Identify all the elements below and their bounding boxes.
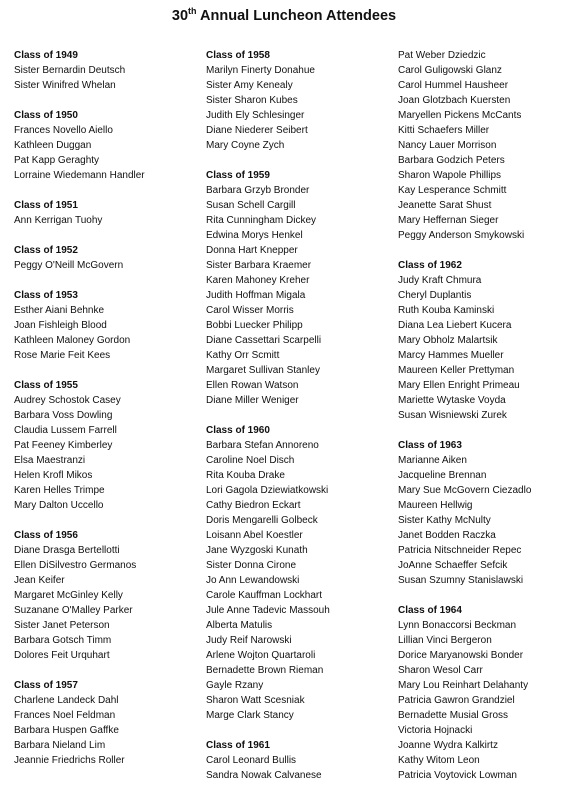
attendee-name: Rita Cunningham Dickey xyxy=(206,215,317,226)
attendee-name: Marilyn Finerty Donahue xyxy=(206,65,315,76)
attendee-name: Jule Anne Tadevic Massouh xyxy=(206,605,330,616)
attendee-name: Kitti Schaefers Miller xyxy=(398,125,490,136)
attendee-name: Mary Coyne Zych xyxy=(206,140,285,151)
attendee-name: Barbara Huspen Gaffke xyxy=(14,725,119,736)
class-section xyxy=(14,108,198,183)
title-text: Annual Luncheon Attendees xyxy=(200,8,397,24)
attendee-name: Nancy Lauer Morrison xyxy=(398,140,497,151)
attendee-name: Lillian Vinci Bergeron xyxy=(398,635,492,646)
class-year-heading: Class of 1949 xyxy=(14,50,78,61)
class-section xyxy=(398,438,564,588)
attendee-columns xyxy=(0,48,568,794)
class-section xyxy=(14,198,198,228)
class-year-heading: Class of 1951 xyxy=(14,200,78,211)
attendee-name: Barbara Godzich Peters xyxy=(398,155,505,166)
attendee-name: Frances Noel Feldman xyxy=(14,710,116,721)
attendee-name: Mary Obholz Malartsik xyxy=(398,335,498,346)
class-section xyxy=(14,48,198,93)
class-year-heading: Class of 1950 xyxy=(14,110,78,121)
attendee-name: Marianne Aiken xyxy=(398,455,467,466)
attendee-name: Kathy Witom Leon xyxy=(398,755,480,766)
attendee-name: Gayle Rzany xyxy=(206,680,264,691)
class-year-heading: Class of 1953 xyxy=(14,290,78,301)
attendee-name: Sister Bernardin Deutsch xyxy=(14,65,126,76)
attendee-name: Mary Heffernan Sieger xyxy=(398,215,499,226)
attendee-name: Sister Sharon Kubes xyxy=(206,95,298,106)
attendee-name: Carol Leonard Bullis xyxy=(206,755,297,766)
attendee-name: Susan Szumny Stanislawski xyxy=(398,575,524,586)
attendee-name: Mary Lou Reinhart Delahanty xyxy=(398,680,529,691)
attendee-name: Margaret McGinley Kelly xyxy=(14,590,123,601)
title-ordinal-suffix: th xyxy=(188,6,197,17)
attendee-name: Jo Ann Lewandowski xyxy=(206,575,300,586)
class-section xyxy=(206,48,390,153)
column-3 xyxy=(398,48,564,798)
attendee-name: Barbara Nieland Lim xyxy=(14,740,106,751)
attendee-name: Esther Aiani Behnke xyxy=(14,305,105,316)
class-section xyxy=(398,48,564,243)
attendee-name: Rose Marie Feit Kees xyxy=(14,350,111,361)
class-section xyxy=(14,288,198,363)
attendee-name: Peggy Anderson Smykowski xyxy=(398,230,525,241)
attendee-name: Sharon Wesol Carr xyxy=(398,665,483,676)
class-section xyxy=(14,528,198,663)
class-section xyxy=(206,423,390,723)
attendee-name: Arlene Wojton Quartaroli xyxy=(206,650,316,661)
attendee-name: Cathy Biedron Eckart xyxy=(206,500,301,511)
attendee-name: Sister Barbara Kraemer xyxy=(206,260,312,271)
attendee-name: Edwina Morys Henkel xyxy=(206,230,303,241)
attendee-name: Sharon Watt Scesniak xyxy=(206,695,305,706)
attendee-name: Susan Wisniewski Zurek xyxy=(398,410,507,421)
column-1 xyxy=(14,48,198,783)
attendee-name: Doris Mengarelli Golbeck xyxy=(206,515,318,526)
attendee-name: Carol Guligowski Glanz xyxy=(398,65,502,76)
attendee-name: Marge Clark Stancy xyxy=(206,710,294,721)
attendee-name: Bobbi Luecker Philipp xyxy=(206,320,303,331)
attendee-name: Audrey Schostok Casey xyxy=(14,395,121,406)
class-section xyxy=(14,678,198,768)
attendee-name: Sister Janet Peterson xyxy=(14,620,110,631)
attendee-name: Mary Ellen Enright Primeau xyxy=(398,380,520,391)
attendee-name: Patricia Gawron Grandziel xyxy=(398,695,515,706)
attendee-name: Karen Helles Trimpe xyxy=(14,485,105,496)
attendee-name: Patricia Nitschneider Repec xyxy=(398,545,522,556)
attendee-name: Alberta Matulis xyxy=(206,620,273,631)
class-year-heading: Class of 1962 xyxy=(398,260,462,271)
attendee-name: Janet Bodden Raczka xyxy=(398,530,496,541)
class-year-heading: Class of 1960 xyxy=(206,425,270,436)
attendee-name: Kathleen Maloney Gordon xyxy=(14,335,131,346)
class-year-heading: Class of 1952 xyxy=(14,245,78,256)
attendee-name: Sister Kathy McNulty xyxy=(398,515,491,526)
attendee-name: Lori Gagola Dziewiatkowski xyxy=(206,485,329,496)
attendee-name: Carol Hummel Hausheer xyxy=(398,80,509,91)
attendee-name: Donna Hart Knepper xyxy=(206,245,298,256)
attendee-name: Susan Schell Cargill xyxy=(206,200,296,211)
attendee-name: Frances Novello Aiello xyxy=(14,125,113,136)
attendee-name: JoAnne Schaeffer Sefcik xyxy=(398,560,508,571)
attendee-name: Pat Feeney Kimberley xyxy=(14,440,113,451)
attendee-name: Mariette Wytaske Voyda xyxy=(398,395,506,406)
attendee-name: Diane Drasga Bertellotti xyxy=(14,545,120,556)
attendee-name: Suzanane O'Malley Parker xyxy=(14,605,133,616)
attendee-name: Sister Amy Kenealy xyxy=(206,80,293,91)
class-year-heading: Class of 1956 xyxy=(14,530,78,541)
attendee-name: Barbara Gotsch Timm xyxy=(14,635,112,646)
attendee-name: Lorraine Wiedemann Handler xyxy=(14,170,145,181)
attendee-name: Carol Wisser Morris xyxy=(206,305,294,316)
attendee-name: Joan Fishleigh Blood xyxy=(14,320,107,331)
attendee-name: Pat Kapp Geraghty xyxy=(14,155,100,166)
attendee-name: Diane Niederer Seibert xyxy=(206,125,308,136)
attendee-name: Barbara Stefan Annoreno xyxy=(206,440,319,451)
attendee-name: Elsa Maestranzi xyxy=(14,455,86,466)
attendee-name: Maureen Hellwig xyxy=(398,500,473,511)
attendee-name: Barbara Grzyb Bronder xyxy=(206,185,310,196)
attendee-name: Kay Lesperance Schmitt xyxy=(398,185,507,196)
attendee-name: Mary Sue McGovern Ciezadlo xyxy=(398,485,532,496)
attendee-name: Jane Wyzgoski Kunath xyxy=(206,545,308,556)
attendee-name: Judith Ely Schlesinger xyxy=(206,110,305,121)
attendee-name: Judy Reif Narowski xyxy=(206,635,292,646)
class-year-heading: Class of 1961 xyxy=(206,740,270,751)
attendee-name: Kathleen Duggan xyxy=(14,140,92,151)
class-section xyxy=(206,168,390,408)
attendee-name: Jeanette Sarat Shust xyxy=(398,200,492,211)
class-section xyxy=(206,738,390,783)
attendee-name: Maryellen Pickens McCants xyxy=(398,110,522,121)
attendee-name: Ellen Rowan Watson xyxy=(206,380,299,391)
attendee-name: Diane Cassettari Scarpelli xyxy=(206,335,322,346)
attendee-name: Maureen Keller Prettyman xyxy=(398,365,515,376)
class-section xyxy=(398,258,564,423)
class-section xyxy=(14,378,198,513)
class-year-heading: Class of 1963 xyxy=(398,440,462,451)
attendee-name: Karen Mahoney Kreher xyxy=(206,275,310,286)
attendee-name: Ruth Kouba Kaminski xyxy=(398,305,495,316)
attendee-name: Sandra Nowak Calvanese xyxy=(206,770,322,781)
class-year-heading: Class of 1955 xyxy=(14,380,78,391)
attendee-name: Rita Kouba Drake xyxy=(206,470,285,481)
attendee-name: Margaret Sullivan Stanley xyxy=(206,365,320,376)
class-year-heading: Class of 1959 xyxy=(206,170,270,181)
column-2 xyxy=(206,48,390,798)
attendee-name: Diane Miller Weniger xyxy=(206,395,299,406)
class-section xyxy=(398,603,564,783)
attendee-name: Ann Kerrigan Tuohy xyxy=(14,215,103,226)
attendee-name: Dorice Maryanowski Bonder xyxy=(398,650,524,661)
attendee-name: Sister Winifred Whelan xyxy=(14,80,116,91)
attendee-name: Claudia Lussem Farrell xyxy=(14,425,117,436)
attendee-name: Judy Kraft Chmura xyxy=(398,275,482,286)
page-title xyxy=(0,8,568,24)
class-year-heading: Class of 1957 xyxy=(14,680,78,691)
attendee-name: Peggy O'Neill McGovern xyxy=(14,260,124,271)
attendee-name: Sister Donna Cirone xyxy=(206,560,297,571)
attendee-name: Charlene Landeck Dahl xyxy=(14,695,119,706)
attendee-name: Bernadette Musial Gross xyxy=(398,710,509,721)
attendee-name: Pat Weber Dziedzic xyxy=(398,50,486,61)
title-ordinal: 30 xyxy=(171,8,189,24)
class-year-heading: Class of 1964 xyxy=(398,605,462,616)
attendee-name: Diana Lea Liebert Kucera xyxy=(398,320,512,331)
class-year-heading: Class of 1958 xyxy=(206,50,270,61)
attendee-name: Lynn Bonaccorsi Beckman xyxy=(398,620,517,631)
attendee-name: Jean Keifer xyxy=(14,575,65,586)
class-section xyxy=(14,243,198,273)
attendee-name: Patricia Voytovick Lowman xyxy=(398,770,517,781)
attendee-name: Dolores Feit Urquhart xyxy=(14,650,110,661)
attendee-name: Caroline Noel Disch xyxy=(206,455,295,466)
attendee-name: Kathy Orr Scmitt xyxy=(206,350,280,361)
attendee-name: Bernadette Brown Rieman xyxy=(206,665,324,676)
attendee-name: Sharon Wapole Phillips xyxy=(398,170,502,181)
attendee-name: Victoria Hojnacki xyxy=(398,725,473,736)
attendee-name: Cheryl Duplantis xyxy=(398,290,472,301)
attendee-name: Loisann Abel Koestler xyxy=(206,530,303,541)
attendee-name: Mary Dalton Uccello xyxy=(14,500,104,511)
attendee-name: Marcy Hammes Mueller xyxy=(398,350,504,361)
attendee-name: Judith Hoffman Migala xyxy=(206,290,306,301)
attendee-name: Ellen DiSilvestro Germanos xyxy=(14,560,137,571)
attendee-name: Barbara Voss Dowling xyxy=(14,410,113,421)
attendee-name: Joan Glotzbach Kuersten xyxy=(398,95,511,106)
attendee-name: Helen Krofl Mikos xyxy=(14,470,93,481)
attendee-name: Joanne Wydra Kalkirtz xyxy=(398,740,498,751)
attendee-name: Carole Kauffman Lockhart xyxy=(206,590,322,601)
attendee-name: Jacqueline Brennan xyxy=(398,470,487,481)
attendee-name: Jeannie Friedrichs Roller xyxy=(14,755,125,766)
